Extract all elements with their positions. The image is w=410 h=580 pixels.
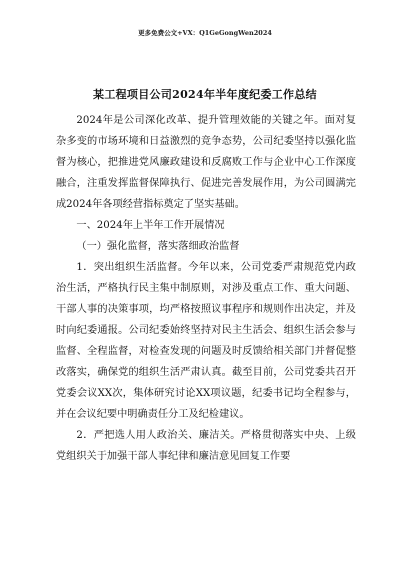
- intro-paragraph: 2024年是公司深化改革、提升管理效能的关键之年。面对复杂多变的市场环境和日益激烈的竞争态势，公司纪委坚持以强化监督为核心，把推进党风廉政建设和反腐败工作与企业中心工作深度融合，注重发挥监督保障执行、促进完善发展作用，为公司圆满完成2024年各项经营指标奠定了坚实基础。: [56, 115, 356, 210]
- document-title: 某工程项目公司2024年半年度纪委工作总结: [93, 88, 317, 101]
- body-paragraph-1: 1．突出组织生活监督。今年以来，公司党委严肃规范党内政治生活，严格执行民主集中制原则，对涉及重点工作、重大问题、干部人事的决策事项，均严格按照议事程序和规则作出决定，并及时向纪委通报。公司纪委始终坚持对民主生活会、组织生活会参与监督、全程监督，对检查发现的问题及时反馈给相关部门并督促整改落实，确保党的组织生活严肃认真。截至目前，公司党委共召开党委会议XX次，集体研究讨论XX项议题，纪委书记均全程参与，并在会议纪要中明确责任分工及纪检建议。: [56, 262, 356, 420]
- subsection-heading: （一）强化监督，落实落细政治监督: [76, 241, 240, 252]
- header-note: 更多免费公文+VX：Q1GeGongWen2024: [138, 29, 272, 37]
- document-body: [56, 110, 356, 467]
- body-paragraph-2: 2．严把选人用人政治关、廉洁关。严格贯彻落实中央、上级党组织关于加强干部人事纪律和廉洁意见回复工作要: [56, 430, 356, 462]
- section-heading: 一、2024年上半年工作开展情况: [76, 220, 225, 231]
